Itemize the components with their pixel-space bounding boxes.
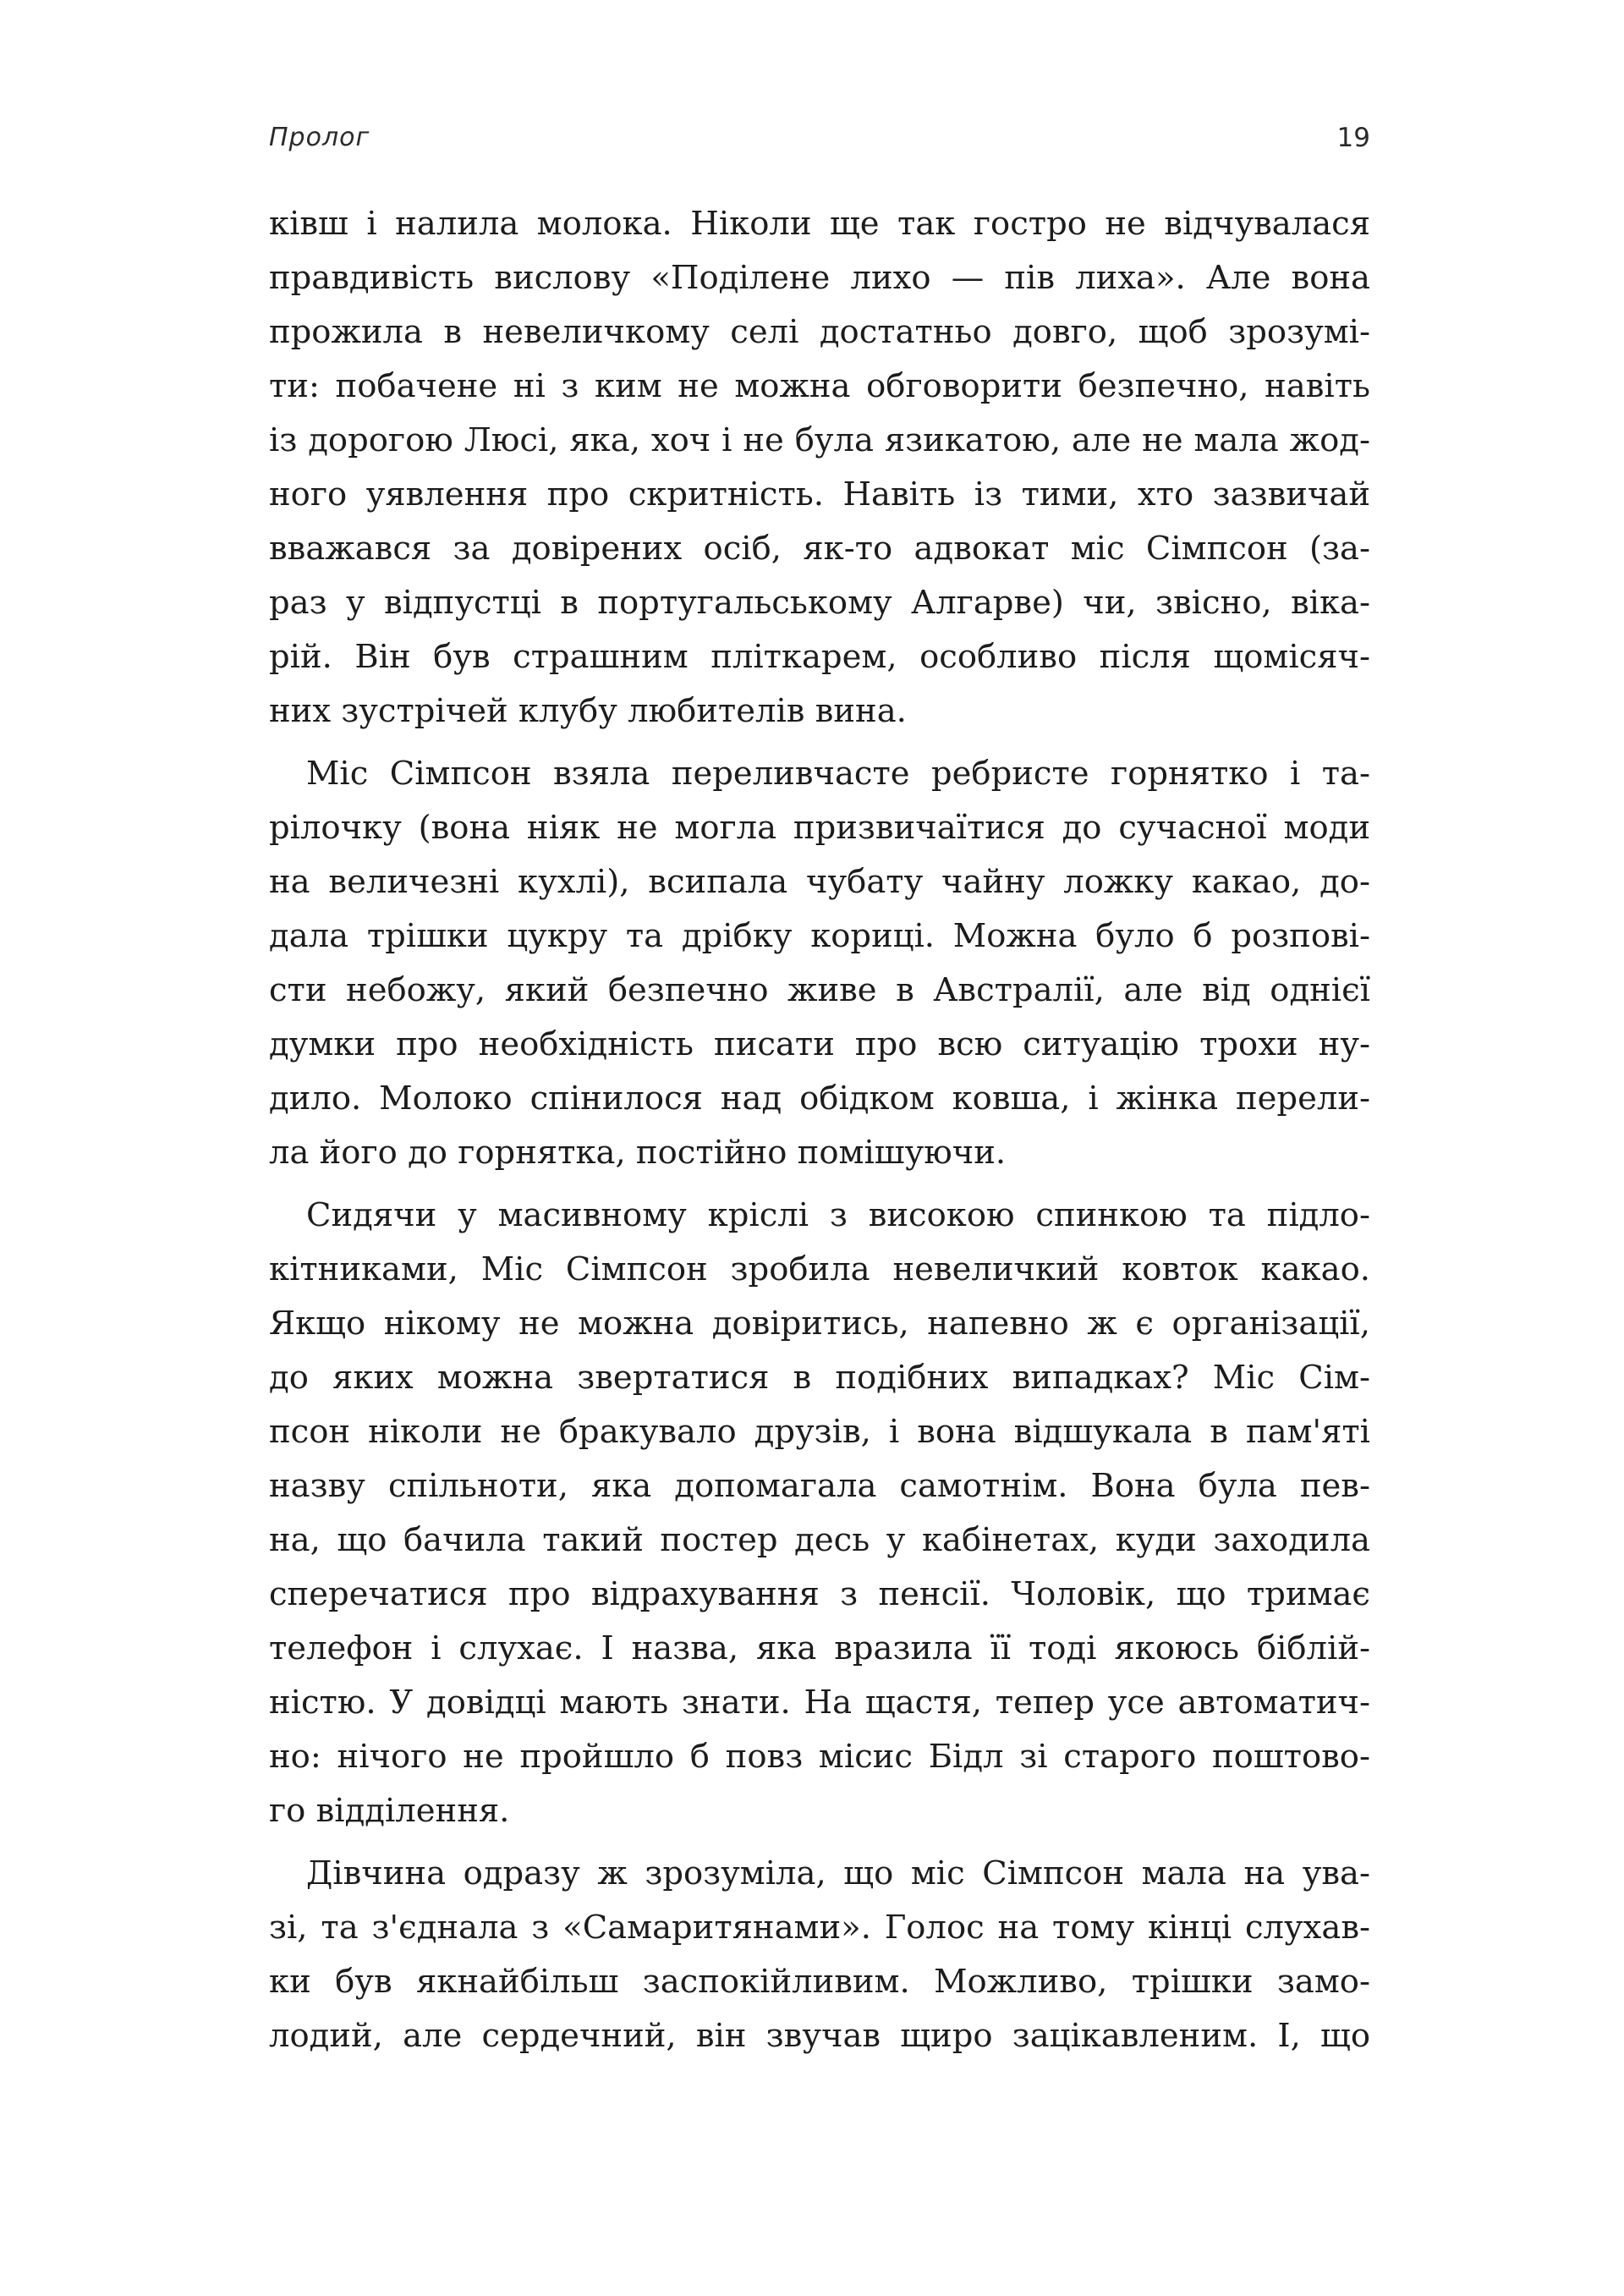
text-line: раз у відпустці в португальському Алгарве) чи, звісно, віка-: [269, 584, 1370, 622]
running-head: [269, 123, 1370, 165]
text-line: вважався за довірених осіб, як-то адвокат міс Сімпсон (за-: [269, 530, 1370, 568]
text-line: Сидячи у масивному кріслі з високою спинкою та підло-: [306, 1196, 1370, 1234]
paragraph: [269, 1847, 1370, 2063]
text-line: назву спільноти, яка допомагала самотнім. Вона була пев-: [269, 1467, 1370, 1505]
paragraph: [269, 747, 1370, 1180]
text-line: лодий, але сердечний, він звучав щиро зацікавленим. І, що: [269, 2017, 1370, 2055]
text-line: них зустрічей клубу любителів вина.: [269, 692, 907, 730]
page-number: 19: [1336, 123, 1370, 153]
text-line: ністю. У довідці мають знати. На щастя, тепер усе автоматич-: [269, 1684, 1370, 1722]
text-line: сперечатися про відрахування з пенсії. Чоловік, що тримає: [269, 1575, 1370, 1613]
text-line: но: нічого не пройшло б повз місис Бідл зі старого поштово-: [269, 1738, 1370, 1776]
text-line: Дівчина одразу ж зрозуміла, що міс Сімпсон мала на ува-: [306, 1854, 1370, 1892]
text-line: ного уявлення про скритність. Навіть із тими, хто зазвичай: [269, 475, 1370, 514]
text-line: дило. Молоко спінилося над обідком ковша, і жінка перели-: [269, 1079, 1370, 1118]
text-line: дала трішки цукру та дрібку кориці. Можна було б розпові-: [269, 917, 1370, 955]
text-line: Якщо нікому не можна довіритись, напевно ж є організації,: [269, 1305, 1370, 1343]
text-line: телефон і слухає. І назва, яка вразила її тоді якоюсь біблій-: [269, 1629, 1370, 1667]
text-line: прожила в невеличкому селі достатньо довго, щоб зрозумі-: [269, 313, 1370, 351]
text-line: правдивість вислову «Поділене лихо — пів лиха». Але вона: [269, 259, 1370, 297]
text-line: зі, та з'єднала з «Самаритянами». Голос на тому кінці слухав-: [269, 1909, 1370, 1947]
paragraph: [269, 197, 1370, 739]
text-line: рій. Він був страшним пліткарем, особливо після щомісяч-: [269, 638, 1370, 676]
text-line: до яких можна звертатися в подібних випадках? Міс Сім-: [269, 1359, 1370, 1397]
text-line: на величезні кухлі), всипала чубату чайну ложку какао, до-: [269, 863, 1370, 901]
text-line: рілочку (вона ніяк не могла призвичаїтися до сучасної моди: [269, 809, 1370, 847]
text-line: думки про необхідність писати про всю ситуацію трохи ну-: [269, 1025, 1370, 1063]
text-line: із дорогою Люсі, яка, хоч і не була язикатою, але не мала жод-: [269, 421, 1370, 459]
text-line: сти небожу, який безпечно живе в Австралії, але від однієї: [269, 971, 1370, 1009]
text-line: ки був якнайбільш заспокійливим. Можливо, трішки замо-: [269, 1963, 1370, 2001]
paragraph: [269, 1189, 1370, 1838]
section-title: Пролог: [269, 123, 370, 152]
text-line: на, що бачила такий постер десь у кабінетах, куди заходила: [269, 1521, 1370, 1559]
text-line: ківш і налила молока. Ніколи ще так гостро не відчувалася: [269, 205, 1370, 243]
text-line: ти: побачене ні з ким не можна обговорити безпечно, навіть: [269, 367, 1370, 405]
text-line: кітниками, Міс Сімпсон зробила невеличкий ковток какао.: [269, 1250, 1370, 1288]
text-line: ла його до горнятка, постійно помішуючи.: [269, 1134, 1007, 1172]
text-line: псон ніколи не бракувало друзів, і вона відшукала в пам'яті: [269, 1413, 1370, 1451]
text-line: Міс Сімпсон взяла переливчасте ребристе горнятко і та-: [306, 755, 1370, 793]
body-text: [269, 197, 1370, 2063]
text-line: го відділення.: [269, 1792, 510, 1830]
